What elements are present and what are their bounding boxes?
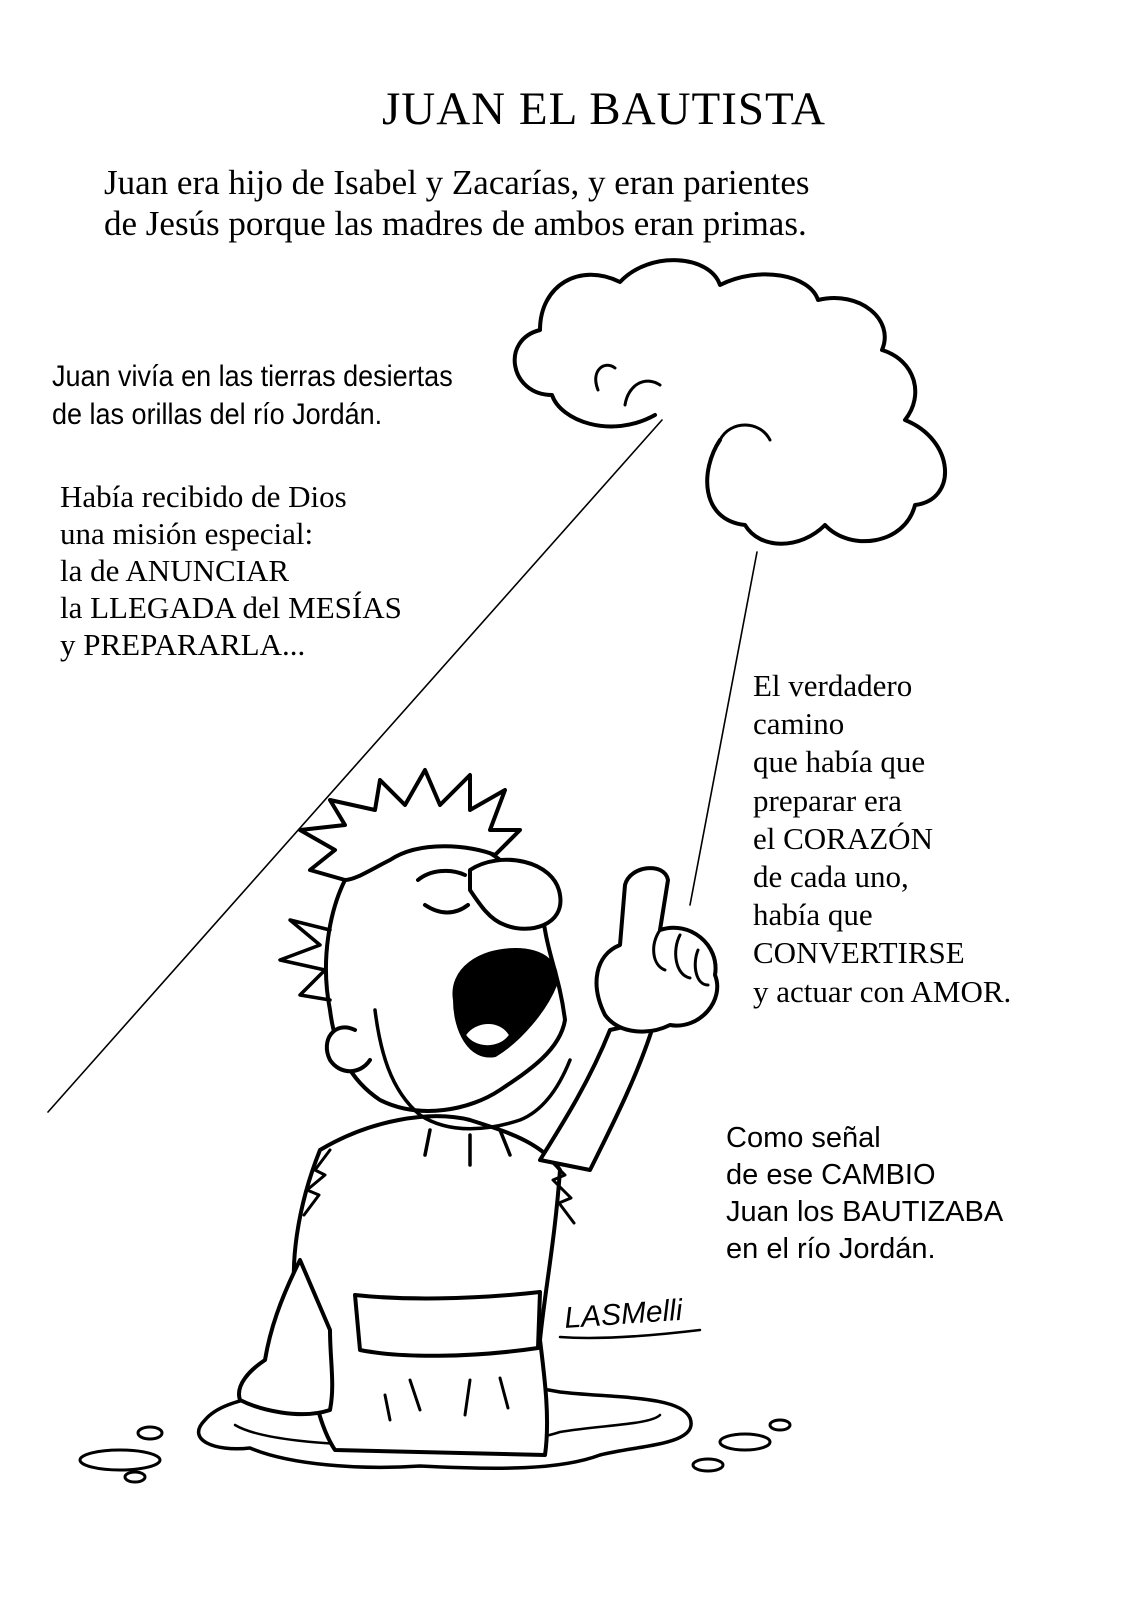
side-hair xyxy=(280,920,330,1000)
mission-paragraph xyxy=(60,478,402,663)
mission-line: la LLEGADA del MESÍAS xyxy=(60,590,402,625)
path-line: el CORAZÓN xyxy=(753,820,933,856)
baptism-paragraph xyxy=(726,1120,1003,1268)
ray-line-right xyxy=(690,552,757,905)
path-line: que había que xyxy=(753,744,926,780)
water-drop-4 xyxy=(720,1434,770,1450)
path-line: de cada uno, xyxy=(753,859,909,895)
mission-line: y PREPARARLA... xyxy=(60,627,306,662)
intro-line: Juan era hijo de Isabel y Zacarías, y eran parientes xyxy=(104,163,810,202)
true-path-paragraph xyxy=(753,667,1011,1011)
page-title: JUAN EL BAUTISTA xyxy=(382,83,826,135)
intro-line: de Jesús porque las madres de ambos eran primas. xyxy=(104,204,807,243)
water-drop-6 xyxy=(770,1420,790,1430)
sign-line: de ese CAMBIO xyxy=(726,1159,936,1191)
path-line: y actuar con AMOR. xyxy=(753,973,1012,1009)
water-drop-3 xyxy=(125,1472,145,1482)
intro-paragraph xyxy=(104,162,810,244)
path-line: había que xyxy=(753,897,873,933)
tunic xyxy=(294,1116,560,1455)
mission-line: una misión especial: xyxy=(60,516,314,551)
sign-line: en el río Jordán. xyxy=(726,1233,936,1265)
artist-signature: LASMelli xyxy=(563,1293,684,1335)
path-line: CONVERTIRSE xyxy=(753,935,965,971)
desert-paragraph xyxy=(52,358,453,434)
water-drop-5 xyxy=(693,1459,723,1471)
mission-line: Había recibido de Dios xyxy=(60,479,347,514)
path-line: camino xyxy=(753,706,845,742)
sign-line: Juan los BAUTIZABA xyxy=(726,1196,1004,1228)
path-line: El verdadero xyxy=(753,668,913,703)
water-drop-1 xyxy=(80,1450,160,1470)
cloud-icon xyxy=(515,260,945,544)
path-line: preparar era xyxy=(753,782,902,818)
desert-line: Juan vivía en las tierras desiertas xyxy=(52,360,453,393)
mission-line: la de ANUNCIAR xyxy=(60,553,290,588)
sign-line: Como señal xyxy=(726,1122,881,1154)
desert-line: de las orillas del río Jordán. xyxy=(52,398,383,431)
belt xyxy=(355,1292,540,1356)
water-drop-2 xyxy=(138,1427,162,1439)
